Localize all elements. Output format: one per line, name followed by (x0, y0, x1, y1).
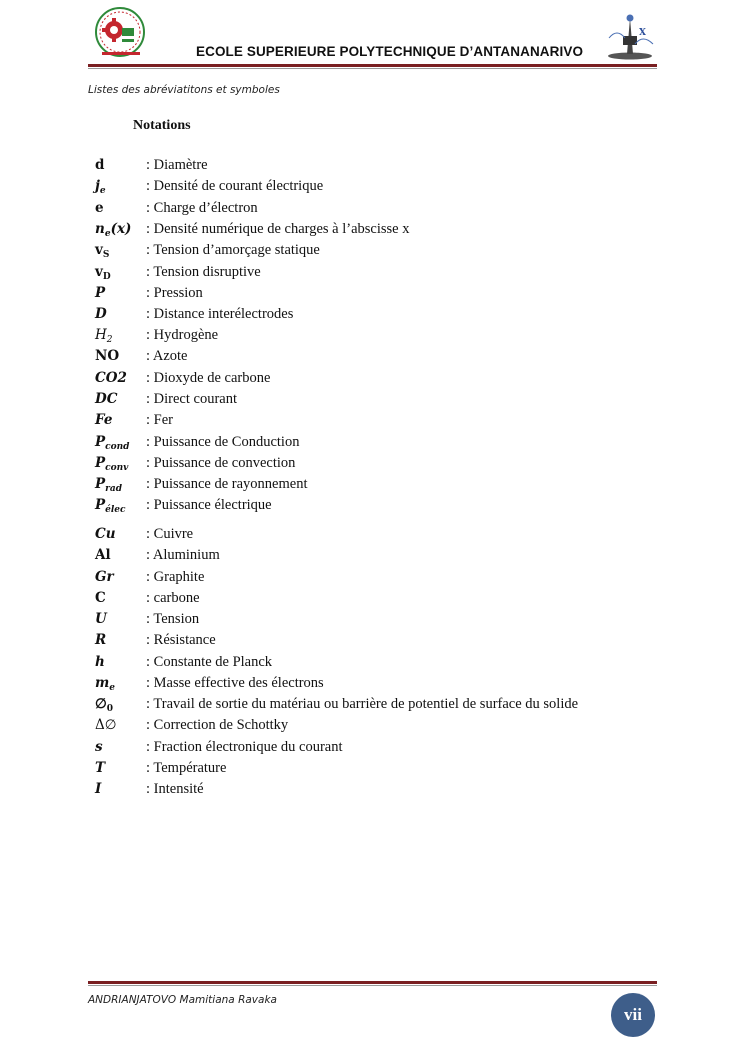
notation-row (0, 326, 745, 346)
notation-symbol: Al (95, 547, 111, 563)
notation-symbol: $P_{conv}$ (95, 455, 129, 473)
notation-description: : Intensité (146, 781, 204, 797)
notation-row (0, 780, 745, 800)
notation-row (0, 411, 745, 431)
notation-row (0, 546, 745, 566)
notation-symbol: d (95, 157, 105, 173)
notation-symbol: CO2 (95, 370, 127, 386)
notation-description: : Travail de sortie du matériau ou barrière de potentiel de surface du solide (146, 696, 579, 712)
notation-symbol: R (95, 632, 107, 648)
notation-symbol: U (95, 611, 107, 627)
notation-row (0, 674, 745, 694)
notation-symbol: $v_D$ (95, 264, 111, 282)
notation-row (0, 695, 745, 715)
notation-description: : Densité de courant électrique (146, 178, 324, 194)
notation-symbol: NO (95, 348, 120, 364)
notation-description: : Puissance de rayonnement (146, 476, 308, 492)
notation-symbol: DC (95, 391, 118, 407)
notation-description: : Constante de Planck (146, 654, 273, 670)
notation-description: : Hydrogène (146, 327, 219, 343)
notation-symbol: s (95, 739, 103, 755)
notation-description: : Fer (146, 412, 173, 428)
notation-row (0, 759, 745, 779)
notation-row (0, 347, 745, 367)
header-rule-thin (88, 68, 657, 69)
header-rule (88, 64, 657, 67)
notation-symbol: T (95, 760, 106, 776)
notation-symbol: P (95, 285, 106, 301)
page-number-badge: vii (611, 993, 655, 1037)
notation-symbol: I (95, 781, 102, 797)
notation-row (0, 433, 745, 453)
notation-symbol: $j_e$ (95, 178, 106, 196)
notation-description: : Diamètre (146, 157, 208, 173)
notation-description: : Direct courant (146, 391, 237, 407)
notation-description: : Correction de Schottky (146, 717, 289, 733)
notation-row (0, 305, 745, 325)
notation-symbol: e (95, 200, 104, 216)
notation-row (0, 220, 745, 240)
notation-description: : Tension disruptive (146, 264, 261, 280)
notation-symbol: Gr (95, 569, 114, 585)
notation-description: : Tension d’amorçage statique (146, 242, 320, 258)
footer-author: ANDRIANJATOVO Mamitiana Ravaka (88, 994, 277, 1006)
notation-description: : Azote (146, 348, 188, 364)
notation-description: : Puissance de Conduction (146, 434, 300, 450)
notation-row (0, 610, 745, 630)
footer-rule-thin (88, 985, 657, 986)
notation-row (0, 738, 745, 758)
notation-row (0, 589, 745, 609)
notation-row (0, 631, 745, 651)
notation-row (0, 241, 745, 261)
notation-row (0, 454, 745, 474)
notation-description: : Puissance électrique (146, 497, 272, 513)
notation-description: : Charge d’électron (146, 200, 258, 216)
notation-description: : Tension (146, 611, 200, 627)
notation-description: : Température (146, 760, 227, 776)
notation-symbol: h (95, 654, 105, 670)
notation-description: : Aluminium (146, 547, 220, 563)
notation-symbol: $n_e(x)$ (95, 221, 132, 239)
notation-row (0, 284, 745, 304)
notation-row (0, 199, 745, 219)
notation-description: : Cuivre (146, 526, 194, 542)
notation-description: : Pression (146, 285, 203, 301)
notation-symbol: D (95, 306, 107, 322)
footer-rule (88, 981, 657, 984)
notation-description: : Puissance de convection (146, 455, 296, 471)
notation-description: : Densité numérique de charges à l’abscisse x (146, 221, 410, 237)
notation-description: : Masse effective des électrons (146, 675, 324, 691)
notations-heading: Notations (133, 118, 191, 133)
notation-row (0, 263, 745, 283)
school-title: ECOLE SUPERIEURE POLYTECHNIQUE D’ANTANANARIVO (196, 44, 584, 59)
notation-symbol: Cu (95, 526, 116, 542)
notation-row (0, 653, 745, 673)
notation-description: : Dioxyde de carbone (146, 370, 271, 386)
notation-symbol: $P_{élec}$ (95, 497, 126, 515)
notation-symbol: Fe (95, 412, 113, 428)
notation-description: : Fraction électronique du courant (146, 739, 343, 755)
notation-symbol: $v_S$ (95, 242, 110, 260)
notation-description: : carbone (146, 590, 200, 606)
notation-row (0, 525, 745, 545)
notation-row (0, 177, 745, 197)
notation-row (0, 568, 745, 588)
esp-gear-logo-icon (92, 6, 150, 60)
notation-row (0, 156, 745, 176)
notation-row (0, 716, 745, 736)
notation-symbol: $m_e$ (95, 675, 116, 693)
notation-description: : Graphite (146, 569, 205, 585)
section-label: Listes des abréviatitons et symboles (88, 84, 280, 96)
notation-symbol: $H_2$ (95, 327, 113, 345)
notation-symbol: $\emptyset_0$ (95, 696, 114, 714)
notation-description: : Résistance (146, 632, 216, 648)
notation-symbol: Δ∅ (95, 717, 117, 733)
notation-row (0, 369, 745, 389)
notation-description: : Distance interélectrodes (146, 306, 294, 322)
notation-row (0, 475, 745, 495)
notation-row (0, 496, 745, 516)
notation-symbol: $P_{cond}$ (95, 434, 130, 452)
notation-symbol: C (95, 590, 106, 606)
notation-row (0, 390, 745, 410)
electronics-tower-logo-icon (603, 8, 657, 62)
svg-text:X: X (639, 28, 646, 38)
notation-symbol: $P_{rad}$ (95, 476, 123, 494)
